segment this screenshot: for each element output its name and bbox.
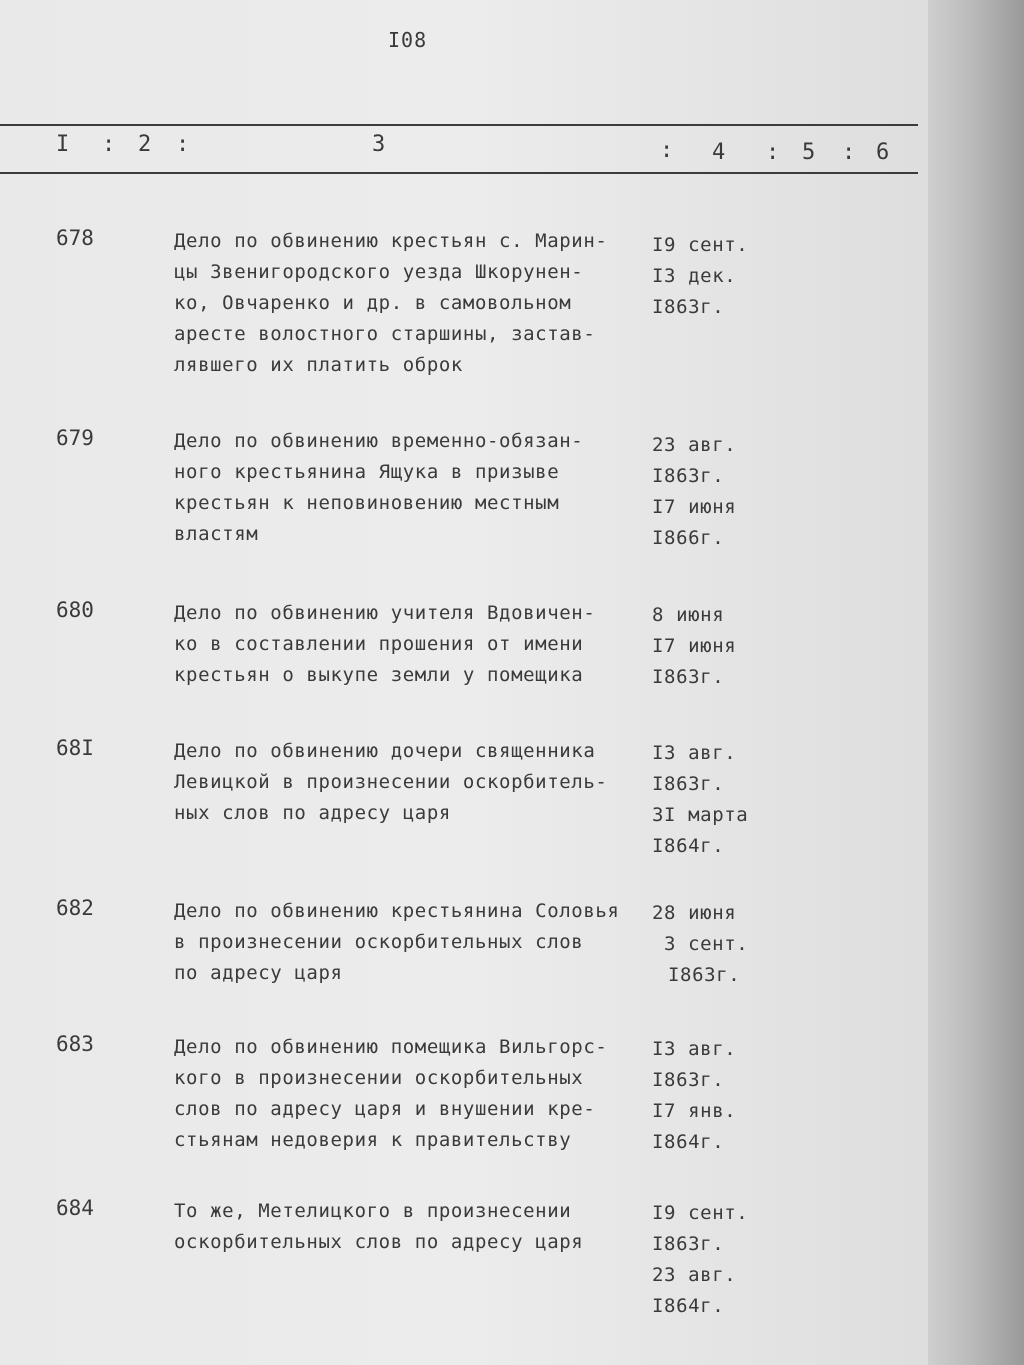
entry-dates [652, 230, 782, 323]
description-line: Дело по обвинению дочери священника [174, 740, 596, 762]
header-rule-bottom [0, 172, 918, 174]
date-line: I863г. [652, 666, 725, 688]
entry-description [174, 1196, 654, 1258]
entry-number: 680 [56, 598, 94, 622]
date-line: I864г. [652, 1131, 725, 1153]
description-line: в произнесении оскорбительных слов [174, 931, 584, 953]
entry-number: 679 [56, 426, 94, 450]
entry-number: 68I [56, 736, 94, 760]
date-line: I3 авг. [652, 742, 737, 764]
date-line: I866г. [652, 527, 725, 549]
date-line: I864г. [652, 1295, 725, 1317]
date-line: I9 сент. [652, 1202, 749, 1224]
entry-number: 683 [56, 1032, 94, 1056]
entry-number: 682 [56, 896, 94, 920]
entry-description [174, 426, 654, 550]
description-line: аресте волостного старшины, застав- [174, 323, 596, 345]
entry-description [174, 896, 654, 989]
column-separator: : [102, 132, 116, 157]
entry-dates [652, 600, 782, 693]
description-line: Дело по обвинению временно-обязан- [174, 430, 584, 452]
column-separator: : [176, 132, 190, 157]
entry-dates [652, 738, 782, 862]
description-line: Дело по обвинению крестьянина Соловья [174, 900, 620, 922]
column-separator: : [842, 140, 856, 165]
column-separator: : [766, 140, 780, 165]
description-line: ных слов по адресу царя [174, 802, 451, 824]
date-line: I863г. [652, 465, 725, 487]
date-line: 8 июня [652, 604, 725, 626]
date-line: 23 авг. [652, 434, 737, 456]
entry-description [174, 226, 654, 381]
description-line: лявшего их платить оброк [174, 354, 463, 376]
description-line: оскорбительных слов по адресу царя [174, 1231, 584, 1253]
description-line: То же, Метелицкого в произнесении [174, 1200, 572, 1222]
description-line: крестьян о выкупе земли у помещика [174, 664, 584, 686]
date-line: I863г. [668, 964, 741, 986]
date-line: I863г. [652, 296, 725, 318]
date-line: I3 авг. [652, 1038, 737, 1060]
date-line: 3 сент. [664, 933, 749, 955]
date-line: I3 дек. [652, 265, 737, 287]
entry-description [174, 1032, 654, 1156]
description-line: ко, Овчаренко и др. в самовольном [174, 292, 572, 314]
page-edge-shadow [928, 0, 1024, 1365]
date-line: I863г. [652, 773, 725, 795]
entry-dates [652, 1034, 782, 1158]
entry-description [174, 736, 654, 829]
column-header-4: 4 [712, 140, 726, 165]
description-line: кого в произнесении оскорбительных [174, 1067, 584, 1089]
date-line: I9 сент. [652, 234, 749, 256]
date-line: I863г. [652, 1069, 725, 1091]
description-line: цы Звенигородского уезда Шкорунен- [174, 261, 584, 283]
page-number: I08 [388, 28, 428, 52]
date-line: I7 июня [652, 635, 737, 657]
date-line: 3I марта [652, 804, 749, 826]
date-line: 28 июня [652, 902, 737, 924]
entry-dates [652, 898, 782, 991]
description-line: по адресу царя [174, 962, 343, 984]
column-header-6: 6 [876, 140, 890, 165]
description-line: властям [174, 523, 259, 545]
date-line: I7 июня [652, 496, 737, 518]
description-line: слов по адресу царя и внушении кре- [174, 1098, 596, 1120]
date-line: 23 авг. [652, 1264, 737, 1286]
description-line: Дело по обвинению помещика Вильгорс- [174, 1036, 608, 1058]
header-rule-top [0, 124, 918, 126]
description-line: стьянам недоверия к правительству [174, 1129, 572, 1151]
description-line: Дело по обвинению крестьян с. Марин- [174, 230, 608, 252]
description-line: ко в составлении прошения от имени [174, 633, 584, 655]
entry-dates [652, 1198, 782, 1322]
description-line: ного крестьянина Ящука в призыве [174, 461, 560, 483]
entry-number: 684 [56, 1196, 94, 1220]
entry-description [174, 598, 654, 691]
date-line: I7 янв. [652, 1100, 737, 1122]
column-header-3: 3 [372, 132, 386, 157]
date-line: I863г. [652, 1233, 725, 1255]
column-separator: : [660, 138, 674, 163]
column-header-5: 5 [802, 140, 816, 165]
column-header-1: I [56, 132, 70, 157]
date-line: I864г. [652, 835, 725, 857]
description-line: крестьян к неповиновению местным [174, 492, 560, 514]
entry-number: 678 [56, 226, 94, 250]
description-line: Левицкой в произнесении оскорбитель- [174, 771, 608, 793]
entry-dates [652, 430, 782, 554]
description-line: Дело по обвинению учителя Вдовичен- [174, 602, 596, 624]
column-header-2: 2 [138, 132, 152, 157]
